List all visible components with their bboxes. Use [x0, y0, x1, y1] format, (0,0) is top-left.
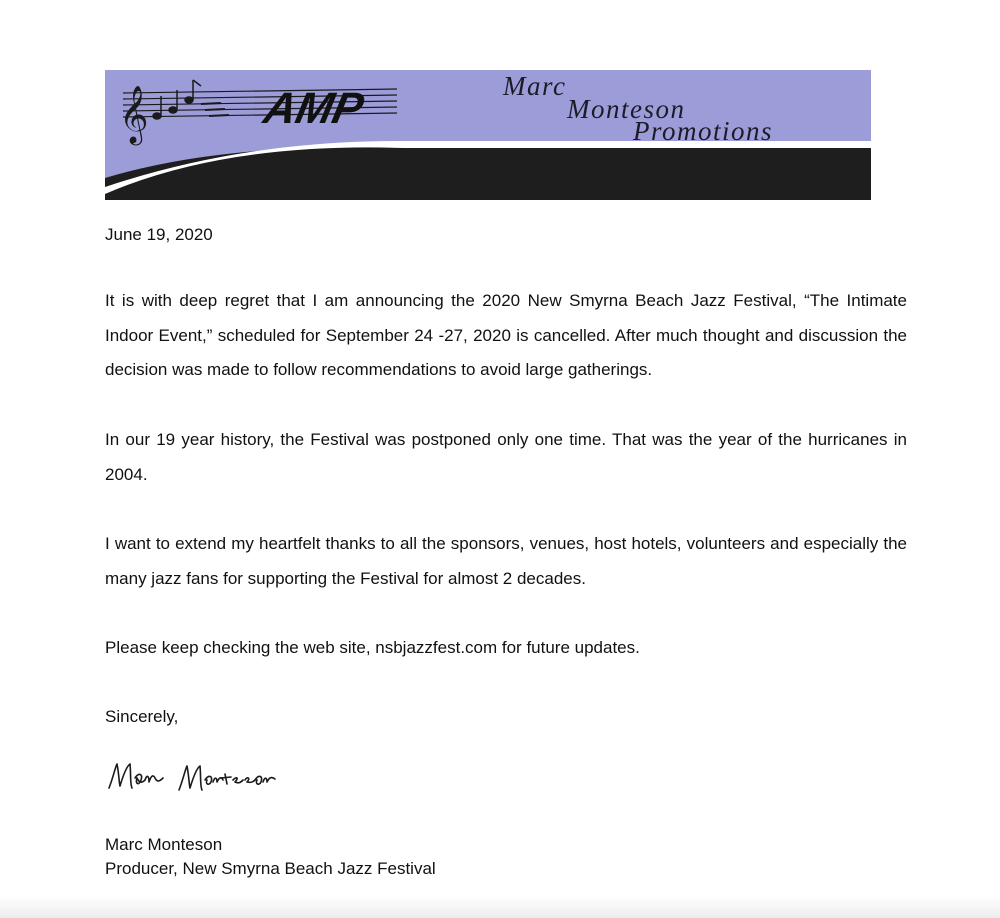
signer-title: Producer, New Smyrna Beach Jazz Festival — [105, 858, 436, 878]
company-name-promotions: Promotions — [633, 116, 774, 146]
handwritten-signature — [105, 752, 285, 800]
paragraph-thanks: I want to extend my heartfelt thanks to all the sponsors, venues, host hotels, volunteers and especially the many jazz fans for supporting the Festival for almost 2 decades. — [105, 534, 907, 588]
amp-logo: AMP — [259, 84, 368, 133]
signer-block — [105, 833, 436, 880]
letter-closing: Sincerely, — [105, 707, 179, 726]
company-name-marc: Marc — [503, 71, 567, 101]
letterhead-banner — [105, 70, 871, 200]
letter-date: June 19, 2020 — [105, 225, 213, 244]
page-edge-shadow — [0, 896, 1000, 918]
dark-band — [105, 147, 871, 200]
paragraph-history: In our 19 year history, the Festival was postponed only one time. That was the year of the hurricanes in 2004. — [105, 430, 907, 484]
paragraph-cancellation: It is with deep regret that I am announcing the 2020 New Smyrna Beach Jazz Festival, “The Intimate Indoor Event,” scheduled for September 24 -27, 2020 is cancelled. After much thought and discussion the decision was made to follow recommendations to avoid large gatherings. — [105, 291, 907, 379]
signer-name: Marc Monteson — [105, 835, 223, 854]
treble-clef-icon: 𝄞 — [119, 85, 149, 143]
company-name-monteson: Monteson — [567, 94, 686, 124]
paragraph-website: Please keep checking the web site, nsbjazzfest.com for future updates. — [105, 638, 640, 657]
